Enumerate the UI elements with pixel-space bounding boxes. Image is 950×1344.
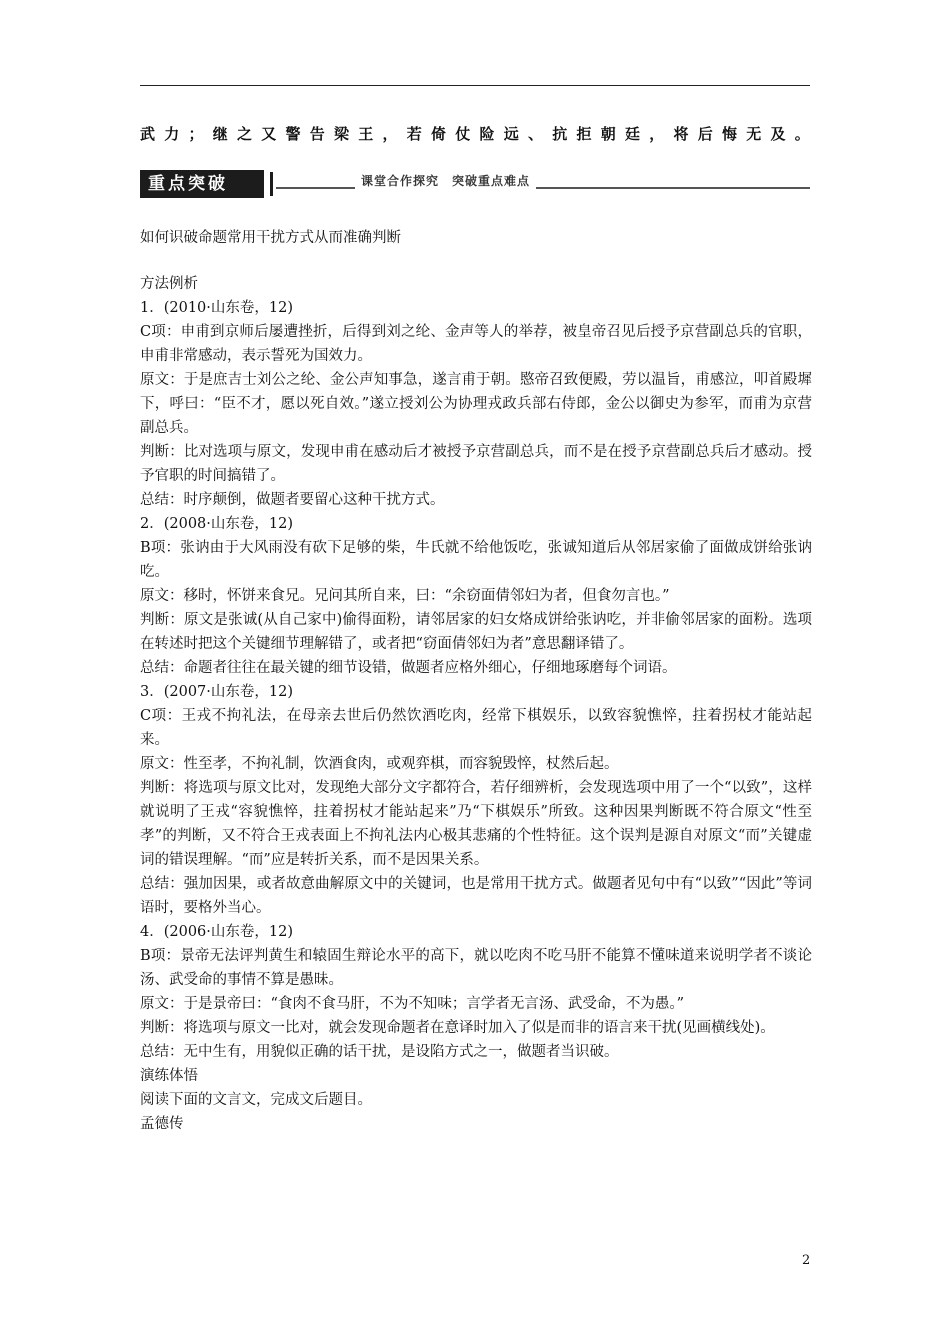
page-number: 2 [802,1253,811,1268]
text-line: 总结：强加因果，或者故意曲解原文中的关键词，也是常用干扰方式。做题者见句中有“以致”“因此”等词语时，要格外当心。 [140,876,812,916]
text-line: 4．(2006·山东卷，12) [140,924,294,940]
continuation-char: 抗 [552,125,568,143]
text-line: C项：申甫到京师后屡遭挫折，后得到刘之纶、金声等人的举荐，被皇帝召见后授予京营副总兵的官职，申甫非常感动，表示誓死为国效力。 [140,324,812,364]
continuation-char: 朝 [600,125,616,143]
text-line: 判断：将选项与原文一比对，就会发现命题者在意译时加入了似是而非的语言来干扰(见画横线处)。 [140,1020,775,1036]
continuation-char: 远 [503,125,519,143]
continuation-char: 又 [261,125,277,143]
continuation-char: 梁 [334,125,350,143]
text-line: 1．(2010·山东卷，12) [140,300,294,316]
continuation-char: 仗 [455,125,471,143]
continuation-char: 继 [212,125,228,143]
text-line: 方法例析 [140,276,198,292]
text-line: 判断：将选项与原文比对，发现绝大部分文字都符合，若仔细辨析，会发现选项中用了一个“以致”，这样就说明了王戎“容貌憔悴，拄着拐杖才能站起来”乃“下棋娱乐”所致。这种因果判断既不符合原文“性至孝”的判断，又不符合王戎表面上不拘礼法内心极其悲痛的个性特征。这个误判是源自对原文“而”关键虚词的错误理解。“而”应是转折关系，而不是因果关系。 [140,780,812,868]
continuation-char: 倚 [431,125,447,143]
continuation-char: 。 [794,125,810,143]
banner-tick [270,172,273,196]
text-line: 原文：于是庶吉士刘公之纶、金公声知事急，遂言甫于朝。愍帝召致便殿，劳以温旨，甫感泣，叩首殿墀下，呼曰：“臣不才，愿以死自效。”遂立授刘公为协理戎政兵部右侍郎，金公以御史为参军，而甫为京营副总兵。 [140,372,812,436]
text-line: B项：张讷由于大风雨没有砍下足够的柴，牛氏就不给他饭吃，张诚知道后从邻居家偷了面做成饼给张讷吃。 [140,540,812,580]
continuation-char: ， [382,125,398,143]
banner-title-block [140,170,264,198]
text-line: 原文：于是景帝曰：“食肉不食马肝，不为不知味；言学者无言汤、武受命，不为愚。” [140,996,685,1012]
text-line: C项：王戎不拘礼法，在母亲去世后仍然饮酒吃肉，经常下棋娱乐，以致容貌憔悴，拄着拐杖才能站起来。 [140,708,812,748]
text-line: 判断：原文是张诚(从自己家中)偷得面粉，请邻居家的妇女烙成饼给张讷吃，并非偷邻居家的面粉。选项在转述时把这个关键细节理解错了，或者把“窃面倩邻妇为者”意思翻译错了。 [140,612,812,652]
continuation-char: 将 [673,125,689,143]
continuation-char: 力 [164,125,180,143]
text-line: 演练体悟 [140,1068,198,1084]
continuation-char: 拒 [576,125,592,143]
text-line: 总结：命题者往往在最关键的细节设错，做题者应格外细心，仔细地琢磨每个词语。 [140,660,677,676]
text-line: 2．(2008·山东卷，12) [140,516,294,532]
continuation-line [140,123,810,144]
text-line: 总结：时序颠倒，做题者要留心这种干扰方式。 [140,492,445,508]
continuation-char: 警 [285,125,301,143]
continuation-char: 武 [140,125,156,143]
text-line: 总结：无中生有，用貌似正确的话干扰，是设陷方式之一，做题者当识破。 [140,1044,619,1060]
text-line: 3．(2007·山东卷，12) [140,684,294,700]
banner-title: 重点突破 [148,174,228,194]
banner-subtitle: 课堂合作探究 突破重点难点 [355,172,536,189]
continuation-char: 及 [770,125,786,143]
continuation-char: 廷 [625,125,641,143]
header-rule [140,85,810,86]
text-line: 阅读下面的文言文，完成文后题目。 [140,1092,372,1108]
text-line: B项：景帝无法评判黄生和辕固生辩论水平的高下，就以吃肉不吃马肝不能算不懂味道来说明学者不谈论汤、武受命的事情不算是愚昧。 [140,948,812,988]
continuation-char: 、 [528,125,544,143]
continuation-char: 后 [697,125,713,143]
continuation-char: 若 [406,125,422,143]
main-content [140,226,812,1136]
continuation-char: 无 [746,125,762,143]
continuation-char: ； [188,125,204,143]
continuation-char: 王 [358,125,374,143]
text-line: 孟德传 [140,1116,184,1132]
continuation-char: 之 [237,125,253,143]
continuation-char: 险 [479,125,495,143]
topic-heading: 如何识破命题常用干扰方式从而准确判断 [140,230,401,246]
text-line: 原文：移时，怀饼来食兄。兄问其所自来，曰：“余窃面倩邻妇为者，但食勿言也。” [140,588,670,604]
text-line: 判断：比对选项与原文，发现申甫在感动后才被授予京营副总兵，而不是在授予京营副总兵后才感动。授予官职的时间搞错了。 [140,444,812,484]
section-banner [140,170,810,200]
continuation-char: 悔 [722,125,738,143]
continuation-char: ， [649,125,665,143]
continuation-char: 告 [309,125,325,143]
text-line: 原文：性至孝，不拘礼制，饮酒食肉，或观弈棋，而容貌毁悴，杖然后起。 [140,756,619,772]
